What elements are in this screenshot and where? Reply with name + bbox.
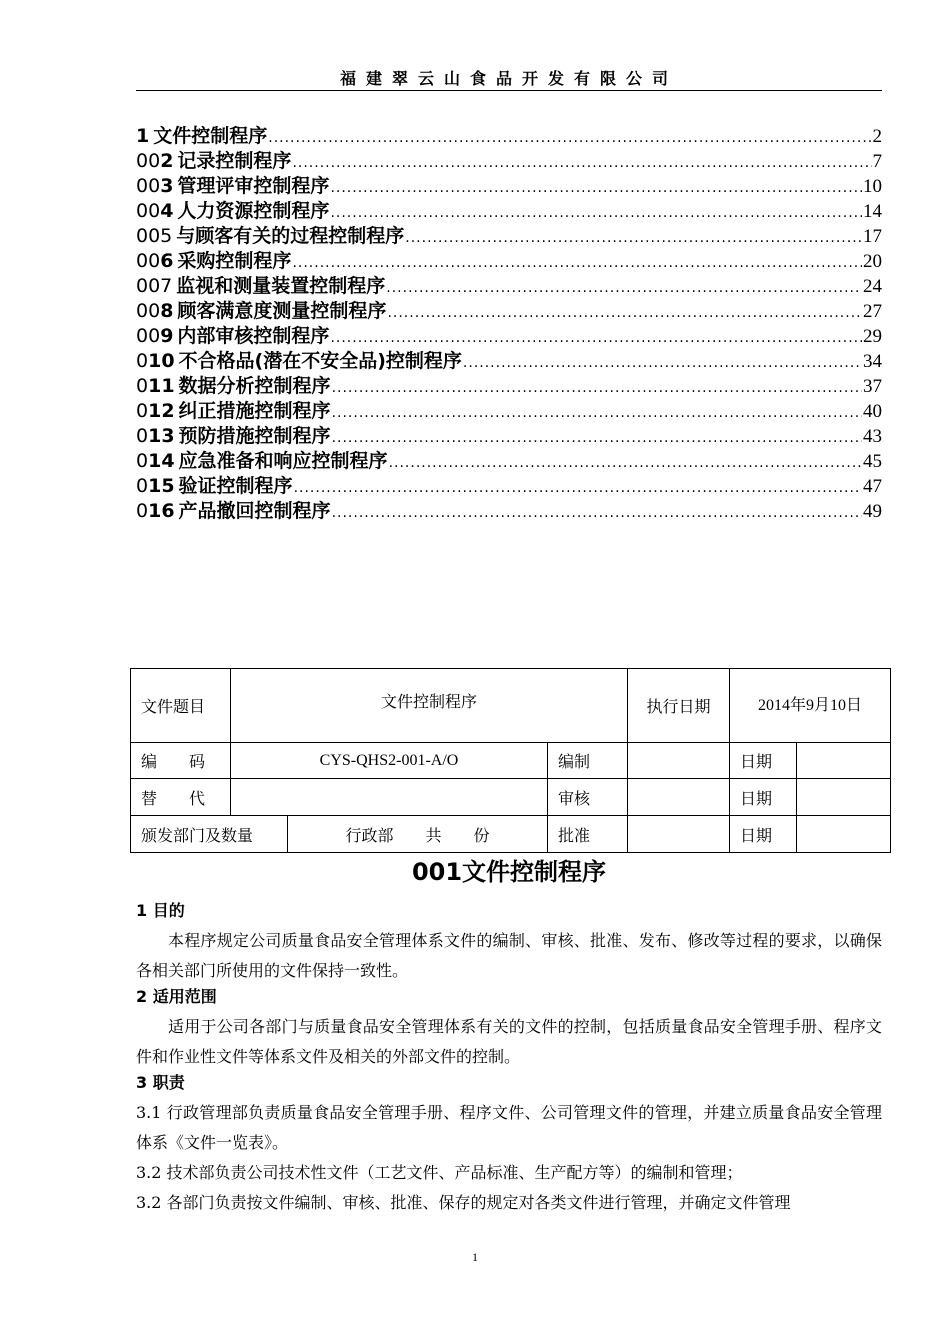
review-label: 审核	[548, 779, 628, 816]
toc-leader-dots	[386, 280, 862, 296]
toc-number: 0	[136, 375, 149, 397]
toc-title: 管理评审控制程序	[177, 175, 330, 197]
date-value-2	[797, 779, 891, 816]
toc-title: 应急准备和响应控制程序	[178, 450, 388, 472]
toc-title: 数据分析控制程序	[178, 375, 331, 397]
toc-entry[interactable]	[136, 271, 882, 296]
document-title: 001文件控制程序	[411, 858, 607, 886]
toc-entry[interactable]	[136, 371, 882, 396]
toc-leader-dots	[294, 480, 862, 496]
toc-leader-dots	[463, 355, 862, 371]
toc-number: 0	[136, 400, 149, 422]
toc-number-bold: 10	[148, 350, 175, 372]
toc-page-number: 27	[863, 301, 882, 322]
toc-entry[interactable]	[136, 296, 882, 321]
document-meta-table	[130, 668, 891, 853]
toc-number-bold: 6	[160, 250, 174, 272]
toc-entry[interactable]	[136, 246, 882, 271]
toc-title: 与顾客有关的过程控制程序	[176, 225, 405, 247]
approve-value	[628, 816, 730, 853]
toc-number: 00	[136, 250, 161, 272]
toc-number-bold: 2	[160, 150, 174, 172]
toc-title: 顾客满意度测量控制程序	[177, 300, 387, 322]
approve-label: 批准	[548, 816, 628, 853]
toc-number: 0	[136, 500, 149, 522]
toc-title: 内部审核控制程序	[177, 325, 330, 347]
toc-number-bold: 4	[160, 200, 174, 222]
toc-entry[interactable]	[136, 146, 882, 171]
toc-entry[interactable]	[136, 471, 882, 496]
toc-number: 0	[136, 450, 149, 472]
toc-number: 00	[136, 150, 161, 172]
toc-title: 预防措施控制程序	[178, 425, 331, 447]
toc-number-bold: 14	[148, 450, 175, 472]
toc-title: 纠正措施控制程序	[178, 400, 331, 422]
toc-number-bold: 1	[136, 125, 150, 147]
toc-entry[interactable]	[136, 196, 882, 221]
section-3-2b-text: 3.2 各部门负责按文件编制、审核、批准、保存的规定对各类文件进行管理，并确定文件管理	[136, 1193, 791, 1212]
toc-title: 人力资源控制程序	[177, 200, 330, 222]
toc-page-number: 40	[863, 401, 882, 422]
toc-page-number: 47	[863, 476, 882, 497]
toc-number-bold: 12	[148, 400, 175, 422]
toc-page-number: 14	[863, 201, 882, 222]
compile-value	[628, 743, 730, 779]
toc-page-number: 17	[863, 226, 882, 247]
date-value-1	[797, 743, 891, 779]
section-3-2a-text: 3.2 技术部负责公司技术性文件（工艺文件、产品标准、生产配方等）的编制和管理；	[136, 1163, 743, 1182]
dist-value: 行政部 共 份	[288, 816, 548, 853]
toc-number-bold: 11	[148, 375, 175, 397]
toc-number: 007	[136, 275, 173, 297]
exec-date-label: 执行日期	[628, 669, 730, 743]
toc-entry[interactable]	[136, 446, 882, 471]
section-1-title: 1 目的	[136, 901, 185, 920]
section-3-1-text: 3.1 行政管理部负责质量食品安全管理手册、程序文件、公司管理文件的管理，并建立质量食品安全管理体系《文件一览表》。	[136, 1103, 882, 1152]
toc-number-bold: 15	[148, 475, 175, 497]
date-label-1: 日期	[730, 743, 797, 779]
section-3-title: 3 职责	[136, 1073, 185, 1092]
toc-number-bold: 13	[148, 425, 175, 447]
code-label: 编 码	[131, 743, 231, 779]
toc-leader-dots	[387, 305, 862, 321]
toc-leader-dots	[292, 155, 871, 171]
replace-value	[231, 779, 548, 816]
toc-page-number: 7	[872, 151, 882, 172]
page-number: 1	[472, 1250, 478, 1264]
toc-number-bold: 16	[148, 500, 175, 522]
compile-label: 编制	[548, 743, 628, 779]
toc-title: 产品撤回控制程序	[178, 500, 331, 522]
toc-number: 005	[136, 225, 173, 247]
toc-number: 0	[136, 350, 149, 372]
exec-date-value: 2014年9月10日	[730, 669, 891, 743]
toc-title: 文件控制程序	[153, 125, 268, 147]
toc-title: 不合格品(潜在不安全品)控制程序	[178, 350, 462, 372]
toc-leader-dots	[389, 455, 862, 471]
toc-page-number: 43	[863, 426, 882, 447]
toc-page-number: 20	[863, 251, 882, 272]
toc-entry[interactable]	[136, 121, 882, 146]
toc-page-number: 2	[872, 126, 882, 147]
toc-page-number: 45	[863, 451, 882, 472]
date-label-3: 日期	[730, 816, 797, 853]
toc-number-bold: 3	[160, 175, 174, 197]
toc-entry[interactable]	[136, 321, 882, 346]
doc-title-label: 文件题目	[131, 669, 231, 743]
section-1-text: 本程序规定公司质量食品安全管理体系文件的编制、审核、批准、发布、修改等过程的要求，以确保各相关部门所使用的文件保持一致性。	[136, 931, 882, 980]
toc-page-number: 10	[863, 176, 882, 197]
replace-label: 替 代	[131, 779, 231, 816]
toc-page-number: 24	[863, 276, 882, 297]
section-2-title: 2 适用范围	[136, 987, 217, 1006]
toc-entry[interactable]	[136, 346, 882, 371]
toc-leader-dots	[332, 430, 862, 446]
section-2-text: 适用于公司各部门与质量食品安全管理体系有关的文件的控制，包括质量食品安全管理手册、程序文件和作业性文件等体系文件及相关的外部文件的控制。	[136, 1017, 882, 1066]
toc-entry[interactable]	[136, 171, 882, 196]
toc-title: 监视和测量装置控制程序	[176, 275, 386, 297]
toc-title: 验证控制程序	[178, 475, 293, 497]
toc-entry[interactable]	[136, 496, 882, 521]
toc-leader-dots	[330, 330, 862, 346]
header-rule	[136, 90, 882, 91]
toc-number-bold: 8	[160, 300, 174, 322]
toc-number: 00	[136, 325, 161, 347]
toc-leader-dots	[405, 230, 862, 246]
company-header: 福建翠云山食品开发有限公司	[339, 69, 678, 88]
toc-number: 0	[136, 475, 149, 497]
toc-number: 00	[136, 300, 161, 322]
toc-page-number: 34	[863, 351, 882, 372]
toc-leader-dots	[330, 180, 862, 196]
toc-page-number: 49	[863, 501, 882, 522]
toc-leader-dots	[332, 505, 862, 521]
toc-leader-dots	[332, 380, 862, 396]
toc-number-bold: 9	[160, 325, 174, 347]
toc-entry[interactable]	[136, 396, 882, 421]
date-label-2: 日期	[730, 779, 797, 816]
toc-page-number: 37	[863, 376, 882, 397]
toc-entry[interactable]	[136, 421, 882, 446]
toc-title: 采购控制程序	[177, 250, 292, 272]
toc-leader-dots	[332, 405, 862, 421]
dist-label: 颁发部门及数量	[131, 816, 288, 853]
toc-number: 00	[136, 175, 161, 197]
toc-title: 记录控制程序	[177, 150, 292, 172]
code-value: CYS-QHS2-001-A/O	[231, 743, 548, 779]
review-value	[628, 779, 730, 816]
table-of-contents	[136, 121, 882, 521]
toc-leader-dots	[330, 205, 862, 221]
toc-leader-dots	[268, 130, 871, 146]
toc-number: 00	[136, 200, 161, 222]
doc-title-value: 文件控制程序	[231, 669, 628, 743]
toc-page-number: 29	[863, 326, 882, 347]
toc-leader-dots	[292, 255, 862, 271]
document-body	[136, 900, 882, 1218]
date-value-3	[797, 816, 891, 853]
toc-number: 0	[136, 425, 149, 447]
toc-entry[interactable]	[136, 221, 882, 246]
